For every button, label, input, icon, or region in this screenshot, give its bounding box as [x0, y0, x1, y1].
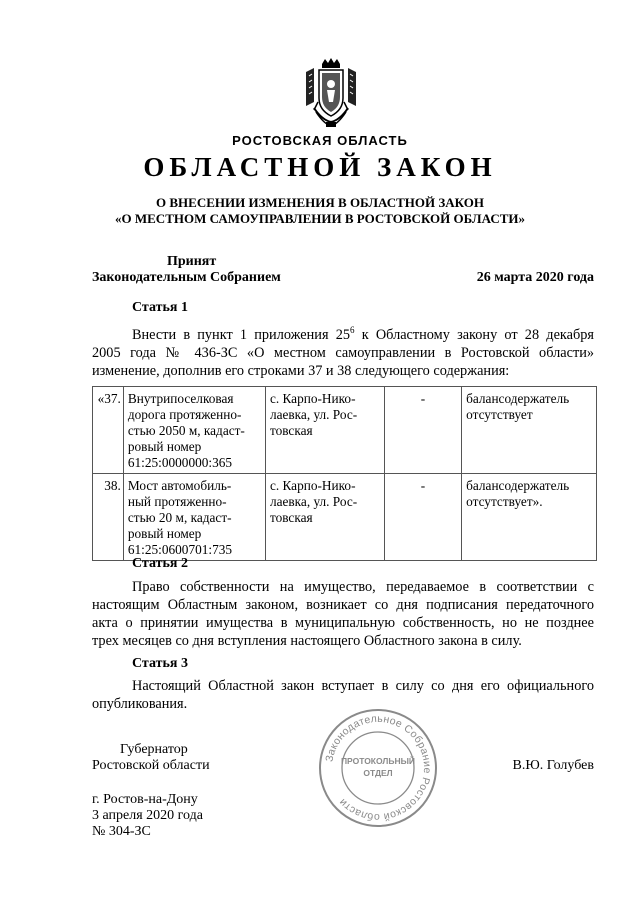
adoption-date: 26 марта 2020 года: [476, 270, 594, 285]
article-1-line-3: изменение, дополнив его строками 37 и 38 следующего содержания:: [92, 362, 510, 379]
article-1-line-2: 2005 года № 436-ЗС «О местном самоуправлении в Ростовской области»: [92, 344, 594, 361]
object-line: ровый номер: [127, 526, 202, 541]
object-line: дорога протяженно-: [127, 407, 242, 422]
row-number: 38.: [93, 474, 124, 561]
article-1-text: [92, 321, 594, 380]
object-value: -: [384, 387, 461, 474]
article-1-superscript: 6: [350, 325, 355, 335]
object-owner: [462, 387, 597, 474]
object-line: стью 2050 м, кадаст-: [127, 423, 245, 438]
owner-line: отсутствует: [466, 407, 533, 422]
article-2-line: настоящим Областным законом, возникает со дня подписания передаточного: [92, 597, 594, 613]
address-line: с. Карпо-Нико-: [269, 391, 356, 406]
adopting-body: Законодательным Собранием: [92, 270, 281, 285]
object-line: ровый номер: [127, 439, 202, 454]
object-line: стью 20 м, кадаст-: [127, 510, 232, 525]
owner-line: отсутствует».: [466, 494, 543, 509]
table-row: [93, 474, 597, 561]
amendment-table: [92, 386, 597, 561]
article-2-line: акта о принятии имущества в муниципальную собственность, но не позднее: [92, 615, 594, 631]
stamp-ring-text: Законодательное Собрание Ростовской области: [323, 712, 434, 824]
row-number: «37.: [93, 387, 124, 474]
stamp-center-line-1: ПРОТОКОЛЬНЫЙ: [340, 756, 416, 766]
office-stamp: [316, 706, 440, 830]
object-line: 61:25:0000000:365: [127, 455, 233, 470]
signer-title: Губернатор: [120, 742, 188, 757]
owner-line: балансодержатель: [466, 391, 570, 406]
address-line: лаевка, ул. Рос-: [269, 407, 358, 422]
article-3-line: опубликования.: [92, 696, 188, 712]
object-line: Внутрипоселковая: [127, 391, 234, 406]
address-line: товская: [269, 423, 313, 438]
article-1-line-1-post: к Областному закону от 28 декабря: [354, 326, 594, 343]
signing-date: 3 апреля 2020 года: [92, 808, 203, 823]
article-1-line-1-pre: Внести в пункт 1 приложения 25: [132, 326, 351, 343]
signing-city: г. Ростов-на-Дону: [92, 792, 198, 807]
object-value: -: [384, 474, 461, 561]
article-3-heading: Статья 3: [132, 656, 188, 671]
object-line: 61:25:0600701:735: [127, 542, 233, 557]
rostov-coat-of-arms-icon: [300, 58, 362, 130]
article-1-heading: Статья 1: [132, 300, 188, 315]
region-name: РОСТОВСКАЯ ОБЛАСТЬ: [232, 133, 408, 148]
owner-line: балансодержатель: [466, 478, 570, 493]
document-title: ОБЛАСТНОЙ ЗАКОН: [143, 152, 497, 182]
address-line: лаевка, ул. Рос-: [269, 494, 358, 509]
object-address: [265, 387, 384, 474]
object-description: [123, 474, 265, 561]
stamp-center-line-2: ОТДЕЛ: [363, 768, 393, 778]
table-row: [93, 387, 597, 474]
address-line: с. Карпо-Нико-: [269, 478, 356, 493]
subtitle-line-2: «О МЕСТНОМ САМОУПРАВЛЕНИИ В РОСТОВСКОЙ ОБЛАСТИ»: [115, 211, 525, 226]
signer-name: В.Ю. Голубев: [512, 758, 594, 773]
article-2-line: Право собственности на имущество, передаваемое в соответствии с: [132, 579, 594, 595]
object-address: [265, 474, 384, 561]
object-line: ный протяженно-: [127, 494, 227, 509]
subtitle-line-1: О ВНЕСЕНИИ ИЗМЕНЕНИЯ В ОБЛАСТНОЙ ЗАКОН: [156, 195, 484, 210]
address-line: товская: [269, 510, 313, 525]
article-3-line: Настоящий Областной закон вступает в силу со дня его официального: [132, 678, 594, 694]
law-number: № 304-ЗС: [92, 824, 151, 839]
object-line: Мост автомобиль-: [127, 478, 232, 493]
adopted-label: Принят: [167, 254, 217, 269]
object-description: [123, 387, 265, 474]
article-2-text: [92, 578, 594, 650]
article-2-heading: Статья 2: [132, 556, 188, 571]
object-owner: [462, 474, 597, 561]
signer-region: Ростовской области: [92, 758, 210, 773]
article-1-line-1: [92, 321, 594, 344]
article-2-line: трех месяцев со дня вступления настоящего Областного закона в силу.: [92, 633, 522, 649]
